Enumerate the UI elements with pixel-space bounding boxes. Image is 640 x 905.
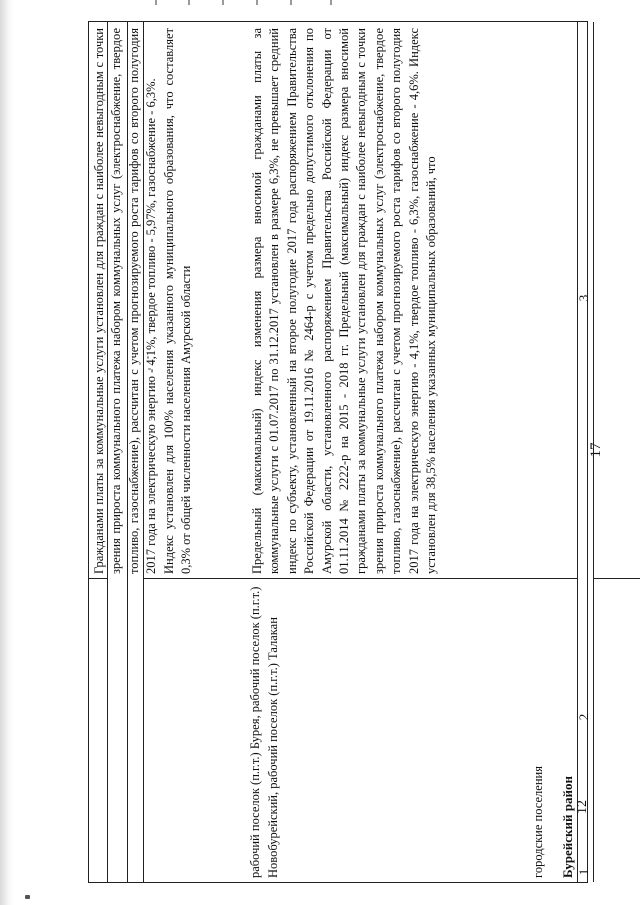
column-number-3: 3 bbox=[576, 294, 591, 302]
page-number: 17 bbox=[588, 442, 604, 458]
table-rule bbox=[593, 578, 640, 579]
table-rule bbox=[143, 578, 577, 579]
document-table bbox=[88, 21, 591, 883]
index-description-cell: Предельный (максимальный) индекс изменения размера вносимой гражданами платы за коммунальные услуги с 01.07.2017 по 31.12.2017 установлен в размере 6,3%, не превышает средний индекс по субъекту, установленный на второе полугодие 2017 года распоряжением Правительства Российской Федерации от 19.11.2016 № 2464-р с учетом предельно допустимого отклонения по Амурской области, установленного распоряжением Правительства Российской Федерации от 01.11.2014 № 2222-р на 2015 - 2018 гг. Предельный (максимальный) индекс размера вносимой гражданами платы за коммунальные услуги установлен для граждан с наиболее невыгодным с точки зрения прироста коммунального платежа набором коммунальных услуг (электроснабжение, твердое топливо, газоснабжение), рассчитан с учетом прогнозируемого роста тарифов со второго полугодия 2017 года на электрическую энергию - 4,1%, твердое топливо - 6,3%, газоснабжение - 4,6%. Индекс установлен для 38,5% населения указанных муниципальных образований, что bbox=[250, 28, 439, 574]
settlement-type: городские поселения bbox=[531, 766, 545, 878]
table-rule bbox=[89, 578, 107, 579]
settlements-cell: рабочий поселок (п.г.т.) Бурея, рабочий поселок (п.г.т.) Новобурейский, рабочий поселок (п.г.т.) Талакан bbox=[248, 586, 280, 878]
continuation-paragraph: Гражданами платы за коммунальные услуги установлен для граждан с наиболее невыгодным с точки зрения прироста коммунального платежа набором коммунальных услуг (электроснабжение, твердое топливо, газоснабжение), рассчитан с учетом прогнозируемого роста тарифов со второго полугодия 2017 года на электрическую энергию - 4,1%, твердое топливо - 5,97%, газоснабжение - 6,3%. bbox=[92, 28, 159, 574]
previous-row-continuation bbox=[91, 28, 239, 574]
continuation-paragraph: Индекс установлен для 100% населения указанного муниципального образования, что составляет 0,3% от общей численности населения Амурской области bbox=[161, 28, 194, 574]
table-rule bbox=[593, 22, 594, 882]
district-name: Бурейский район bbox=[560, 776, 575, 878]
column-number-1: 1 bbox=[576, 868, 591, 876]
row-number: 12 bbox=[575, 800, 590, 814]
column-number-2: 2 bbox=[576, 713, 591, 721]
